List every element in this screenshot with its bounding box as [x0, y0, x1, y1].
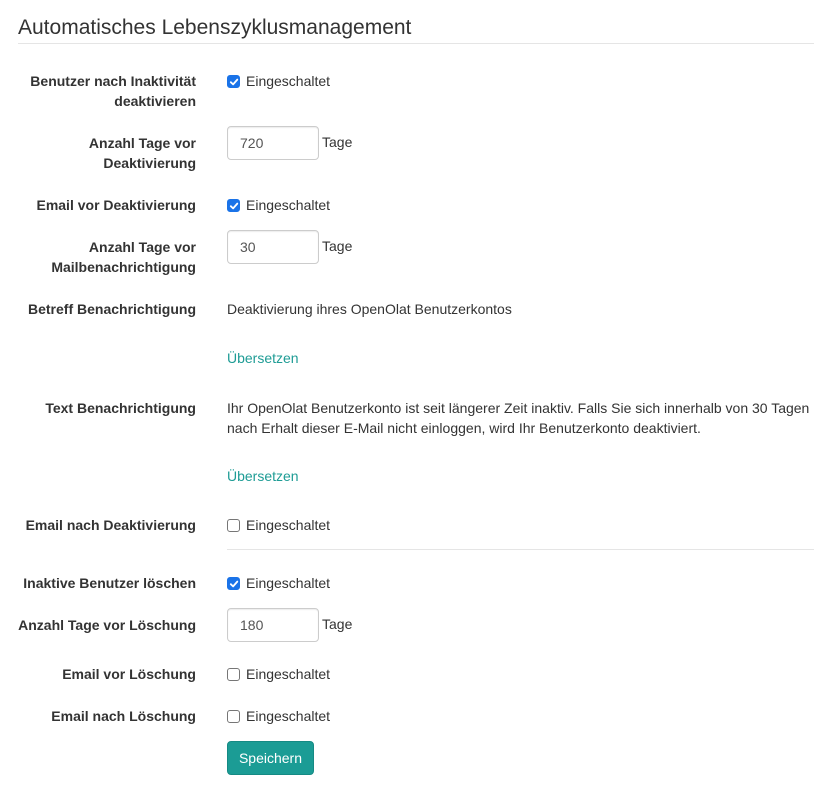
- email-after-deactivation-checkbox-label[interactable]: Eingeschaltet: [246, 517, 331, 533]
- delete-inactive-checkbox-label[interactable]: Eingeschaltet: [246, 575, 331, 591]
- email-before-deactivation-checkbox[interactable]: [227, 199, 240, 212]
- email-before-deletion-checkbox-label[interactable]: Eingeschaltet: [246, 666, 331, 682]
- check-icon: [229, 579, 239, 589]
- delete-inactive-checkbox[interactable]: [227, 577, 240, 590]
- notification-text-value: Ihr OpenOlat Benutzerkonto ist seit längerer Zeit inaktiv. Falls Sie sich innerhalb von 30 Tagen nach Erhalt dieser E-Mail nicht einloggen, wird Ihr Benutzerkonto deaktiviert.: [227, 400, 810, 436]
- email-before-deactivation-label: Email vor Deaktivierung: [36, 197, 196, 213]
- days-before-deletion-label: Anzahl Tage vor Löschung: [18, 617, 196, 633]
- email-before-deletion-label: Email vor Löschung: [62, 666, 196, 682]
- email-after-deletion-checkbox-label[interactable]: Eingeschaltet: [246, 708, 331, 724]
- deactivate-inactive-checkbox-label[interactable]: Eingeschaltet: [246, 73, 331, 89]
- deactivate-inactive-checkbox[interactable]: [227, 75, 240, 88]
- notification-text-label: Text Benachrichtigung: [45, 400, 196, 416]
- email-before-deletion-checkbox[interactable]: [227, 668, 240, 681]
- section-divider: [227, 549, 814, 550]
- email-after-deletion-label: Email nach Löschung: [51, 708, 196, 724]
- translate-text-link[interactable]: Übersetzen: [227, 468, 299, 484]
- email-after-deactivation-label: Email nach Deaktivierung: [25, 517, 196, 533]
- days-before-deletion-input[interactable]: [227, 608, 319, 642]
- notification-subject-value: Deaktivierung ihres OpenOlat Benutzerkontos: [227, 301, 512, 317]
- save-button[interactable]: Speichern: [227, 741, 314, 775]
- deactivate-inactive-label: Benutzer nach Inaktivität deaktivieren: [30, 73, 196, 109]
- notification-subject-label: Betreff Benachrichtigung: [27, 301, 196, 317]
- days-before-mail-label: Anzahl Tage vor Mailbenachrichtigung: [51, 239, 196, 275]
- days-before-deactivation-input[interactable]: [227, 126, 319, 160]
- check-icon: [229, 201, 239, 211]
- page-title: Automatisches Lebenszyklusmanagement: [18, 16, 412, 39]
- days-before-mail-unit: Tage: [322, 238, 353, 254]
- email-after-deactivation-checkbox[interactable]: [227, 519, 240, 532]
- email-after-deletion-checkbox[interactable]: [227, 710, 240, 723]
- email-before-deactivation-checkbox-label[interactable]: Eingeschaltet: [246, 197, 331, 213]
- translate-subject-link[interactable]: Übersetzen: [227, 350, 299, 366]
- title-divider: [18, 43, 814, 44]
- days-before-deactivation-unit: Tage: [322, 134, 353, 150]
- days-before-deletion-unit: Tage: [322, 616, 353, 632]
- days-before-mail-input[interactable]: [227, 230, 319, 264]
- days-before-deactivation-label: Anzahl Tage vor Deaktivierung: [88, 135, 196, 171]
- check-icon: [229, 77, 239, 87]
- delete-inactive-label: Inaktive Benutzer löschen: [23, 575, 196, 591]
